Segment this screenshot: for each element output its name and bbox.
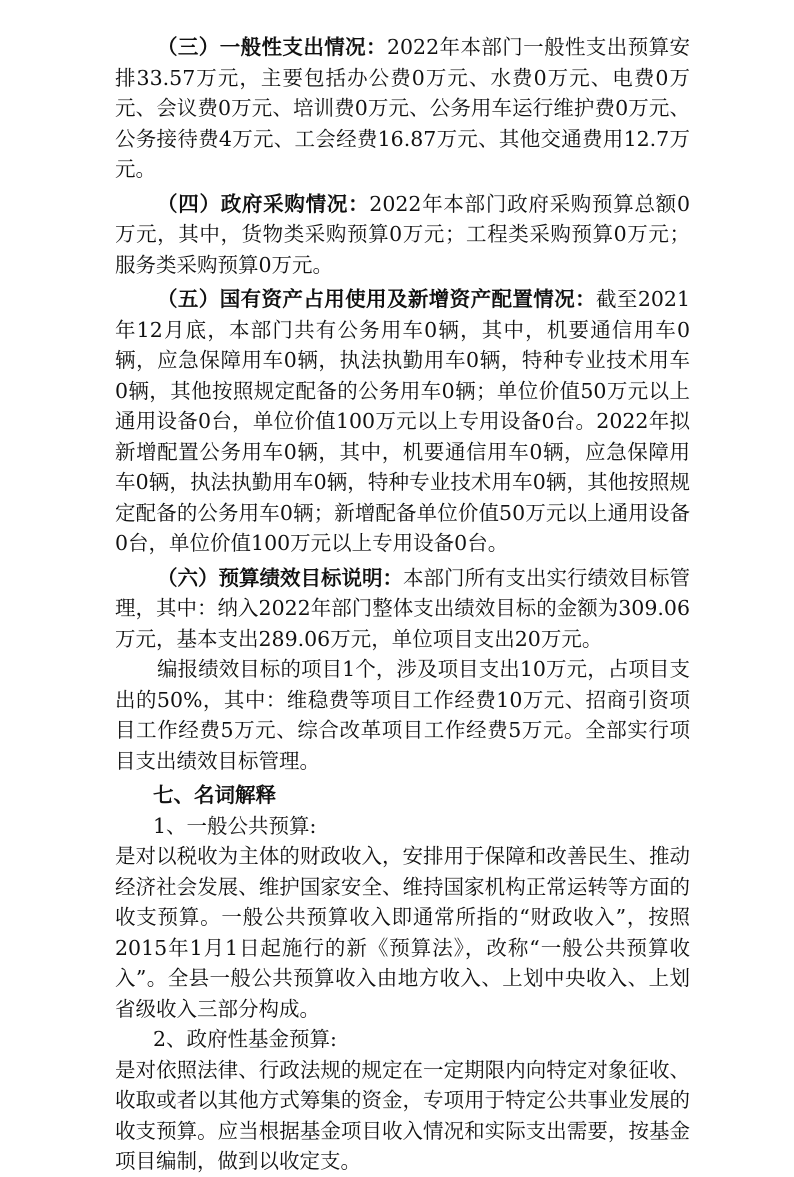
section-heading: （四）政府采购情况： — [157, 191, 370, 216]
section-heading: （六）预算绩效目标说明： — [157, 565, 403, 590]
glossary-title: 七、名词解释 — [153, 783, 276, 807]
glossary-term: 2、政府性基金预算: — [153, 1027, 337, 1051]
glossary-definition: 是对依照法律、行政法规的规定在一定期限内向特定对象征收、收取或者以其他方式筹集的资金，专项用于特定公共事业发展的收支预算。应当根据基金项目收入情况和实际支出需要，按基金项目编制，做到以收定支。 — [115, 1057, 690, 1173]
section-body: 截至2021年12月底，本部门共有公务用车0辆，其中，机要通信用车0辆，应急保障用车0辆，执法执勤用车0辆，特种专业技术用车 0辆，其他按照规定配备的公务用车0辆；单位价值50万元以上通用设备0台，单位价值100万元以上专用设备0台。2022年拟新增配置公务用车0辆，其中，机要通信用车0辆，应急保障用车0辆，执法执勤用车0辆，特种专业技术用车0辆，其他按照规定配备的公务用车0辆；新增配备单位价值50万元以上通用设备0台，单位价值100万元以上专用设备0台。 — [115, 287, 690, 555]
section-government-procurement — [115, 189, 690, 281]
section-heading: （三）一般性支出情况： — [157, 35, 387, 59]
section-state-assets — [115, 284, 690, 559]
section-performance-goals-cont: 编报绩效目标的项目1个，涉及项目支出10万元，占项目支出的50%，其中：维稳费等项目工作经费10万元、招商引资项目工作经费5万元、综合改革项目工作经费5万元。全部实行项目支出绩效目标管理。 — [115, 657, 690, 773]
section-general-expenditure — [115, 32, 690, 185]
section-body: 2022年本部门一般性支出预算安排33.57万元，主要包括办公费0万元、水费0万元、电费0万元、会议费0万元、培训费0万元、公务用车运行维护费0万元、公务接待费4万元、工会经费16.87万元、其他交通费用12.7万元。 — [115, 35, 691, 181]
section-performance-goals — [115, 563, 690, 655]
document-page — [115, 32, 690, 1177]
glossary-term: 1、一般公共预算: — [153, 813, 317, 838]
section-body: 本部门所有支出实行绩效目标管理，其中：纳入2022年部门整体支出绩效目标的金额为309.06万元，基本支出289.06万元，单位项目支出20万元。 — [115, 565, 690, 651]
glossary-definition: 是对以税收为主体的财政收入，安排用于保障和改善民生、推动经济社会发展、维护国家安全、维持国家机构正常运转等方面的收支预算。一般公共预算收入即通常所指的“财政收入”，按照2015年1月1日起施行的新《预算法》，改称“一般公共预算收入”。全县一般公共预算收入由地方收入、上划中央收入、上划省级收入三部分构成。 — [115, 844, 690, 1021]
section-body: 2022年本部门政府采购预算总额0万元，其中，货物类采购预算0万元；工程类采购预算0万元；服务类采购预算0万元。 — [115, 191, 690, 277]
section-heading: （五）国有资产占用使用及新增资产配置情况： — [157, 287, 597, 311]
